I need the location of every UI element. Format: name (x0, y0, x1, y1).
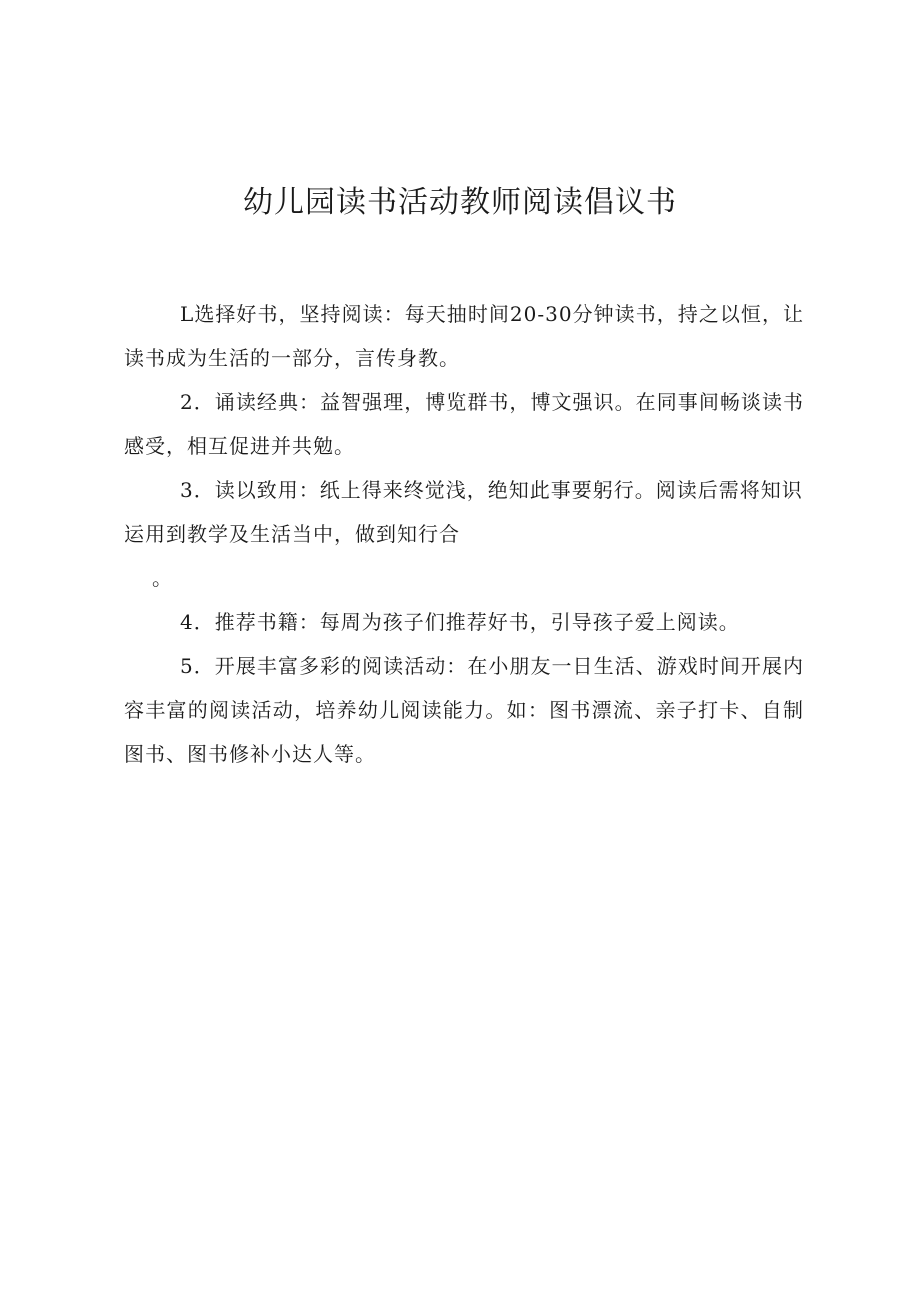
item-2-paragraph: 2．诵读经典：益智强理，博览群书，博文强识。在同事间畅谈读书感受，相互促进并共勉。 (124, 390, 804, 458)
document-title: 幼儿园读书活动教师阅读倡议书 (243, 185, 677, 220)
item-3-paragraph: 3．读以致用：纸上得来终觉浅，绝知此事要躬行。阅读后需将知识运用到教学及生活当中，做到知行合 (124, 478, 803, 546)
item-5-paragraph: 5．开展丰富多彩的阅读活动：在小朋友一日生活、游戏时间开展内容丰富的阅读活动，培养幼儿阅读能力。如：图书漂流、亲子打卡、自制图书、图书修补小达人等。 (124, 654, 804, 766)
document-body (124, 292, 804, 776)
item-3-trailing-mark: 。 (152, 566, 173, 590)
item-4-paragraph: 4．推荐书籍：每周为孩子们推荐好书，引导孩子爱上阅读。 (180, 610, 740, 634)
item-1-paragraph: L选择好书，坚持阅读：每天抽时间20-30分钟读书，持之以恒，让读书成为生活的一部分，言传身教。 (124, 302, 804, 370)
